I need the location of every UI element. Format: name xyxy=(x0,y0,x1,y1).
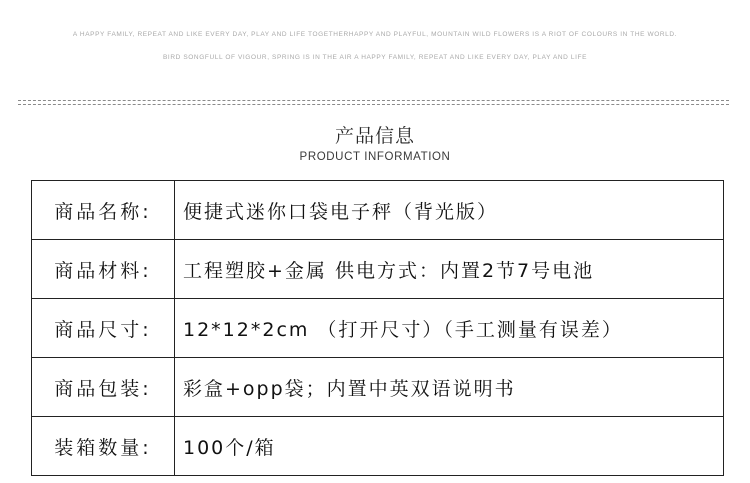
section-title: 产品信息 xyxy=(334,125,415,147)
section-subtitle: PRODUCT INFORMATION xyxy=(299,151,451,163)
table-row-carton-quantity xyxy=(32,417,724,476)
row-value: 彩盒+opp袋；内置中英双语说明书 xyxy=(175,358,724,417)
row-value: 100个/箱 xyxy=(175,417,724,476)
row-label: 商品包装: xyxy=(32,358,175,417)
row-value: 12*12*2cm （打开尺寸）（手工测量有误差） xyxy=(175,299,724,358)
dashed-divider-bottom xyxy=(18,104,729,105)
header-tagline-line1: A HAPPY FAMILY, REPEAT AND LIKE EVERY DAY, PLAY AND LIFE TOGETHERHAPPY AND PLAYFUL, MOUNTAIN WILD FLOWERS IS A RIOT OF COLOURS IN THE WORLD. xyxy=(72,31,678,38)
row-label: 商品名称: xyxy=(32,181,175,240)
row-label: 装箱数量: xyxy=(32,417,175,476)
table-row-material xyxy=(32,240,724,299)
row-value: 便捷式迷你口袋电子秤（背光版） xyxy=(175,181,724,240)
row-value: 工程塑胶+金属 供电方式：内置2节7号电池 xyxy=(175,240,724,299)
row-label: 商品尺寸: xyxy=(32,299,175,358)
row-label: 商品材料: xyxy=(32,240,175,299)
table-row-packaging xyxy=(32,358,724,417)
product-info-table xyxy=(31,180,724,476)
dashed-divider-top xyxy=(18,100,729,101)
table-row-size xyxy=(32,299,724,358)
header-tagline-line2: BIRD SONGFULL OF VIGOUR, SPRING IS IN THE AIR A HAPPY FAMILY, REPEAT AND LIKE EVERY DAY, PLAY AND LIFE xyxy=(163,54,587,61)
table-row-product-name xyxy=(32,181,724,240)
